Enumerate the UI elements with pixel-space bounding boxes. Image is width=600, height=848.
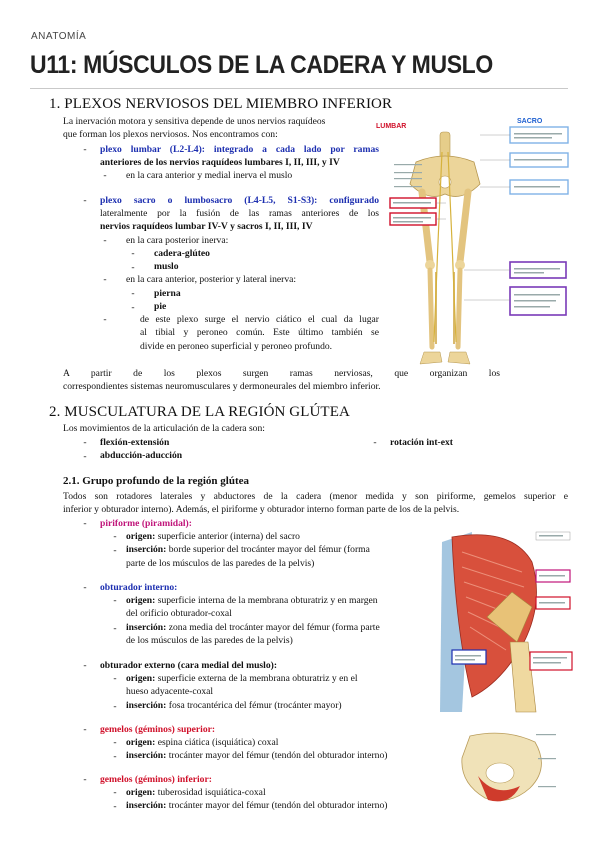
movement-item: rotación int-ext bbox=[390, 437, 453, 448]
sub-intro-line: Todos son rotadores laterales y abductores de la cadera (menor medida y son piriforme, gemelos superior e bbox=[63, 491, 568, 502]
muscle-name: gemelos (géminos) inferior: bbox=[100, 774, 212, 785]
muscle-name: gemelos (géminos) superior: bbox=[100, 724, 216, 735]
subsection-2-1-heading: 2.1. Grupo profundo de la región glútea bbox=[63, 475, 250, 487]
muscle-origin: superficie interna de la membrana obturatriz y en margen bbox=[157, 595, 378, 607]
intro-line: que forman los plexos nerviosos. Nos encontramos con: bbox=[63, 129, 278, 141]
deep-gluteal-muscles-figure bbox=[432, 522, 580, 722]
plexo-lumbar-line: plexo lumbar (L2-L4): integrado a cada lado por ramas bbox=[100, 144, 379, 155]
muscle-item-obturador-externo: - obturador externo (cara medial del muslo): - origen: superficie externa de la membrana obturatriz y en el hueso adyacente-coxal - inserción: fosa trocantérica del fémur (trocánter mayor) bbox=[80, 659, 430, 712]
movements-list: - flexión-extensión - abducción-aducción - rotación int-ext bbox=[80, 436, 500, 462]
hip-bone-figure bbox=[450, 728, 560, 810]
plexo-sacro-line: muslo bbox=[154, 261, 179, 273]
subject-label: ANATOMÍA bbox=[31, 31, 87, 42]
plexo-sacro-line: pie bbox=[154, 300, 167, 312]
lower-limb-skeleton-figure bbox=[372, 112, 582, 377]
muscle-insertion: borde superior del trocánter mayor del fémur (forma bbox=[168, 544, 370, 556]
muscle-item-gemelo-superior: - gemelos (géminos) superior: - origen: espina ciática (isquiática) coxal - inserción: trocánter mayor del fémur (tendón del obturador interno) bbox=[80, 723, 430, 763]
plexo-sacro-line: nervios raquídeos lumbar IV-V y sacros I, II, III, IV bbox=[100, 221, 313, 233]
plexo-sacro-line: divide en peroneo superficial y peroneo profundo. bbox=[140, 340, 333, 352]
intro-line: La inervación motora y sensitiva depende de unos nervios raquídeos bbox=[63, 116, 326, 127]
plexo-lumbar-line: anteriores de los nervios raquídeos lumbares I, II, III, y IV bbox=[100, 157, 340, 169]
muscle-item-piriforme: - piriforme (piramidal): - origen: superficie anterior (interna) del sacro - inserción: borde superior del trocánter mayor del fémur (forma parte de los músculos de las paredes de la pelvis) bbox=[80, 517, 430, 570]
muscle-name: obturador externo (cara medial del muslo): bbox=[100, 660, 278, 671]
muscle-origin: superficie externa de la membrana obturatriz y en el bbox=[157, 673, 358, 685]
title-divider bbox=[30, 88, 568, 89]
outro-line: A partir de los plexos surgen ramas nerviosas, que organizan los bbox=[63, 368, 500, 379]
muscle-origin: hueso adyacente-coxal bbox=[126, 686, 214, 698]
muscle-insertion: parte de los músculos de las paredes de la pelvis) bbox=[126, 557, 315, 569]
muscle-item-gemelo-inferior: - gemelos (géminos) inferior: - origen: tuberosidad isquiática-coxal - inserción: trocánter mayor del fémur (tendón del obturador interno) bbox=[80, 773, 430, 813]
sub-intro-line: inferior y obturador interno). Además, el piriforme y obturador interno forman parte de los de la pelvis. bbox=[63, 504, 460, 516]
movement-item: flexión-extensión bbox=[100, 437, 170, 448]
plexo-sacro-line: cadera-glúteo bbox=[154, 247, 210, 259]
muscle-name: obturador interno: bbox=[100, 582, 178, 593]
figure-label-sacro: SACRO bbox=[517, 118, 543, 125]
plexo-lumbar-item: - plexo lumbar (L2-L4): integrado a cada lado por ramas anteriores de los nervios raquídeos lumbares I, II, III, y IV - en la cara anterior y medial inerva el muslo bbox=[83, 144, 379, 182]
muscle-insertion: trocánter mayor del fémur (tendón del obturador interno) bbox=[168, 800, 388, 812]
muscle-insertion: fosa trocantérica del fémur (trocánter mayor) bbox=[168, 699, 342, 711]
page-title: U11: MÚSCULOS DE LA CADERA Y MUSLO bbox=[30, 51, 493, 79]
muscle-origin: del orificio obturador-coxal bbox=[126, 608, 232, 620]
plexo-sacro-line: lateralmente por la fusión de las ramas anteriores de los bbox=[100, 208, 379, 220]
muscle-origin: superficie anterior (interna) del sacro bbox=[157, 531, 300, 543]
section-1-heading: 1. PLEXOS NERVIOSOS DEL MIEMBRO INFERIOR bbox=[49, 96, 393, 112]
muscle-name: piriforme (piramidal): bbox=[100, 518, 192, 529]
figure-label-lumbar: LUMBAR bbox=[376, 123, 407, 130]
muscle-origin: tuberosidad isquiática-coxal bbox=[157, 787, 266, 799]
plexo-sacro-line: de este plexo surge el nervio ciático el cual da lugar bbox=[140, 314, 379, 326]
muscle-insertion: zona media del trocánter mayor del fémur (forma parte bbox=[168, 621, 380, 633]
movement-item: abducción-aducción bbox=[100, 450, 183, 462]
muscle-insertion: de los músculos de las paredes de la pelvis) bbox=[126, 634, 293, 646]
plexo-lumbar-line: en la cara anterior y medial inerva el muslo bbox=[126, 170, 293, 182]
plexo-sacro-line: al tibial y peroneo común. Este último también se bbox=[140, 327, 379, 339]
section-2-heading: 2. MUSCULATURA DE LA REGIÓN GLÚTEA bbox=[49, 404, 350, 420]
movements-intro: Los movimientos de la articulación de la cadera son: bbox=[63, 423, 265, 434]
plexo-sacro-line: pierna bbox=[154, 287, 181, 299]
section-1-body bbox=[63, 115, 379, 141]
plexo-sacro-line: en la cara anterior, posterior y lateral inerva: bbox=[126, 274, 297, 286]
plexo-sacro-line: plexo sacro o lumbosacro (L4-L5, S1-S3): configurado bbox=[100, 195, 379, 206]
muscle-item-obturador-interno: - obturador interno: - origen: superficie interna de la membrana obturatriz y en margen del orificio obturador-coxal - inserción: zona media del trocánter mayor del fémur (forma parte de los músculos de las paredes de la pelvis) bbox=[80, 581, 430, 647]
muscle-origin: espina ciática (isquiática) coxal bbox=[157, 737, 279, 749]
plexo-sacro-item: - plexo sacro o lumbosacro (L4-L5, S1-S3): configurado lateralmente por la fusión de las ramas anteriores de los nervios raquídeos lumbar IV-V y sacros I, II, III, IV - en la cara posterior inerva: - cadera-glúteo - muslo - en la cara anterior, posterior y lateral inerva: - pierna - pie - de este plexo surge el nervio ciático el cual da lugar al tibial y peroneo común. Este último también se divide en peroneo superficial y peroneo profundo. bbox=[83, 195, 379, 352]
subsection-2-1-intro bbox=[63, 490, 568, 516]
muscle-insertion: trocánter mayor del fémur (tendón del obturador interno) bbox=[168, 750, 388, 762]
plexo-sacro-line: en la cara posterior inerva: bbox=[126, 234, 229, 246]
outro-line: correspondientes sistemas neuromusculares y dermoneurales del miembro inferior. bbox=[63, 381, 381, 393]
